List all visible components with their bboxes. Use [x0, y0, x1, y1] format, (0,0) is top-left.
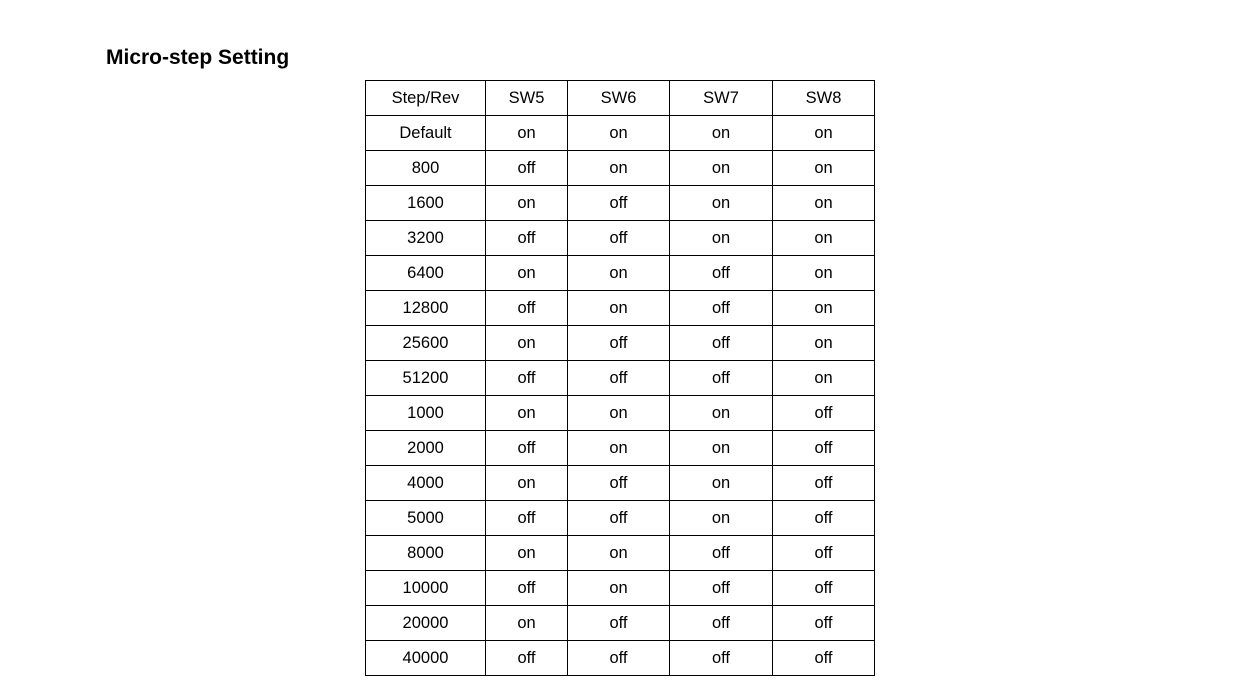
micro-step-table	[365, 80, 875, 676]
switch-state-cell: on	[773, 116, 875, 151]
switch-state-cell: on	[568, 431, 670, 466]
switch-state-cell: off	[773, 606, 875, 641]
switch-state-cell: off	[773, 466, 875, 501]
switch-state-cell: off	[486, 571, 568, 606]
switch-state-cell: off	[568, 361, 670, 396]
switch-state-cell: on	[670, 186, 773, 221]
switch-state-cell: on	[773, 151, 875, 186]
step-rev-cell: 6400	[366, 256, 486, 291]
table-row	[366, 396, 875, 431]
table-row	[366, 431, 875, 466]
step-rev-cell: Default	[366, 116, 486, 151]
column-header: SW5	[486, 81, 568, 116]
switch-state-cell: off	[568, 466, 670, 501]
switch-state-cell: off	[486, 641, 568, 676]
table-header-row	[366, 81, 875, 116]
switch-state-cell: on	[773, 186, 875, 221]
column-header: SW6	[568, 81, 670, 116]
switch-state-cell: on	[773, 291, 875, 326]
switch-state-cell: off	[486, 151, 568, 186]
step-rev-cell: 51200	[366, 361, 486, 396]
table-row	[366, 641, 875, 676]
switch-state-cell: off	[773, 536, 875, 571]
step-rev-cell: 1000	[366, 396, 486, 431]
switch-state-cell: on	[670, 431, 773, 466]
step-rev-cell: 40000	[366, 641, 486, 676]
switch-state-cell: on	[568, 396, 670, 431]
table-row	[366, 536, 875, 571]
column-header: Step/Rev	[366, 81, 486, 116]
table-row	[366, 256, 875, 291]
table-body	[366, 116, 875, 676]
switch-state-cell: off	[670, 571, 773, 606]
table-row	[366, 291, 875, 326]
switch-state-cell: on	[773, 326, 875, 361]
switch-state-cell: off	[670, 256, 773, 291]
step-rev-cell: 25600	[366, 326, 486, 361]
table-row	[366, 221, 875, 256]
switch-state-cell: off	[670, 536, 773, 571]
step-rev-cell: 1600	[366, 186, 486, 221]
switch-state-cell: off	[486, 431, 568, 466]
step-rev-cell: 8000	[366, 536, 486, 571]
switch-state-cell: on	[486, 396, 568, 431]
switch-state-cell: on	[486, 466, 568, 501]
switch-state-cell: on	[486, 326, 568, 361]
switch-state-cell: on	[568, 116, 670, 151]
switch-state-cell: off	[773, 396, 875, 431]
switch-state-cell: off	[670, 641, 773, 676]
switch-state-cell: off	[486, 361, 568, 396]
step-rev-cell: 4000	[366, 466, 486, 501]
table-row	[366, 326, 875, 361]
switch-state-cell: off	[486, 501, 568, 536]
column-header: SW7	[670, 81, 773, 116]
switch-state-cell: on	[568, 291, 670, 326]
table-row	[366, 186, 875, 221]
switch-state-cell: on	[486, 256, 568, 291]
switch-state-cell: on	[568, 571, 670, 606]
step-rev-cell: 12800	[366, 291, 486, 326]
switch-state-cell: on	[670, 396, 773, 431]
table-row	[366, 501, 875, 536]
switch-state-cell: on	[670, 151, 773, 186]
step-rev-cell: 800	[366, 151, 486, 186]
switch-state-cell: on	[670, 466, 773, 501]
table-row	[366, 151, 875, 186]
switch-state-cell: off	[486, 291, 568, 326]
switch-state-cell: on	[670, 221, 773, 256]
switch-state-cell: on	[773, 361, 875, 396]
switch-state-cell: off	[670, 606, 773, 641]
switch-state-cell: off	[773, 571, 875, 606]
table-row	[366, 571, 875, 606]
switch-state-cell: on	[486, 186, 568, 221]
table-row	[366, 361, 875, 396]
switch-state-cell: on	[486, 536, 568, 571]
switch-state-cell: off	[568, 641, 670, 676]
switch-state-cell: on	[568, 151, 670, 186]
switch-state-cell: off	[670, 291, 773, 326]
step-rev-cell: 2000	[366, 431, 486, 466]
switch-state-cell: on	[486, 606, 568, 641]
switch-state-cell: on	[568, 536, 670, 571]
switch-state-cell: on	[486, 116, 568, 151]
step-rev-cell: 3200	[366, 221, 486, 256]
step-rev-cell: 20000	[366, 606, 486, 641]
switch-state-cell: off	[568, 606, 670, 641]
switch-state-cell: on	[670, 501, 773, 536]
table-row	[366, 116, 875, 151]
switch-state-cell: on	[773, 221, 875, 256]
switch-state-cell: off	[670, 326, 773, 361]
switch-state-cell: off	[568, 326, 670, 361]
switch-state-cell: on	[773, 256, 875, 291]
column-header: SW8	[773, 81, 875, 116]
switch-state-cell: off	[568, 501, 670, 536]
table-row	[366, 466, 875, 501]
switch-state-cell: off	[486, 221, 568, 256]
switch-state-cell: off	[670, 361, 773, 396]
switch-state-cell: off	[568, 186, 670, 221]
step-rev-cell: 5000	[366, 501, 486, 536]
page-title: Micro-step Setting	[106, 46, 290, 69]
switch-state-cell: off	[773, 641, 875, 676]
step-rev-cell: 10000	[366, 571, 486, 606]
switch-state-cell: off	[568, 221, 670, 256]
switch-state-cell: on	[670, 116, 773, 151]
switch-state-cell: off	[773, 501, 875, 536]
switch-state-cell: off	[773, 431, 875, 466]
switch-state-cell: on	[568, 256, 670, 291]
table-row	[366, 606, 875, 641]
